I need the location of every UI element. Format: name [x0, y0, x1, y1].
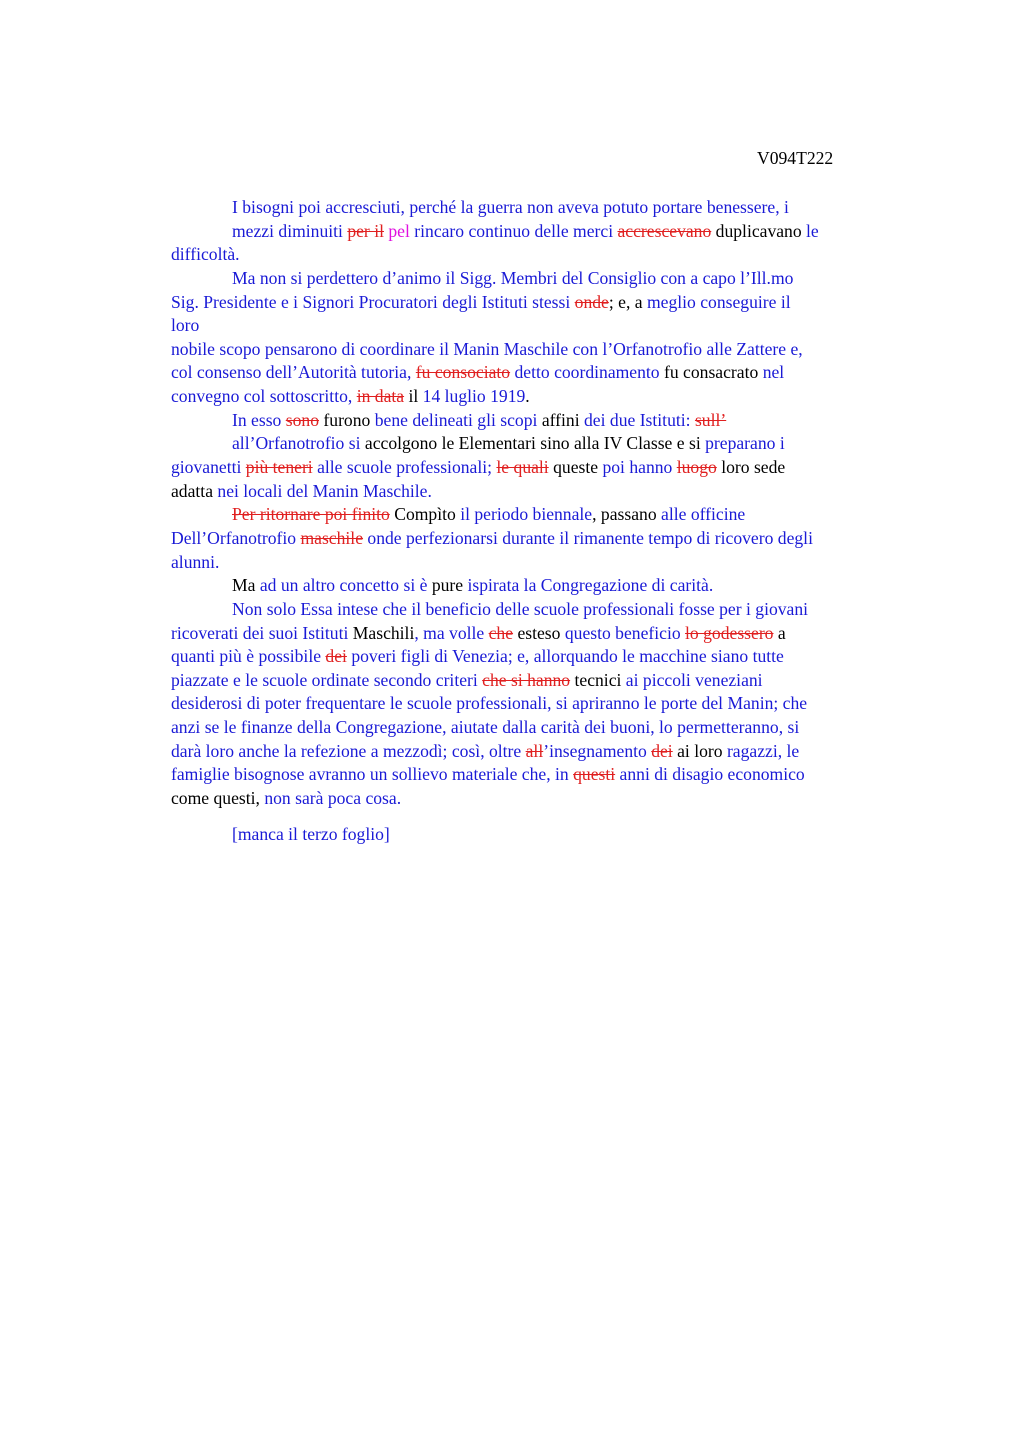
inserted-text: [manca il terzo foglio]: [232, 823, 390, 844]
text-line: [171, 823, 941, 847]
inserted-text: meglio conseguire il: [646, 291, 791, 312]
deleted-text: fu consociato: [415, 362, 511, 383]
original-text: duplicavano: [711, 220, 807, 241]
text-line: [171, 267, 941, 291]
inserted-text: desiderosi di poter frequentare le scuole professionali, si apriranno le porte del Manin; che: [171, 693, 808, 714]
inserted-text: Non solo Essa intese che il beneficio delle scuole professionali fosse per i giovani: [232, 598, 809, 619]
original-text: pure: [431, 575, 468, 596]
inserted-text: , ma volle: [414, 622, 489, 643]
text-line: [171, 220, 941, 244]
deleted-text: accrescevano: [617, 220, 712, 241]
document-id: V094T222: [757, 148, 834, 168]
inserted-text: anzi se le finanze della Congregazione, aiutate dalla carità dei buoni, lo permetteranno, si: [171, 717, 800, 738]
text-line: [171, 740, 941, 764]
inserted-text: questo beneficio: [564, 622, 686, 643]
original-text: queste: [548, 457, 603, 478]
deleted-text: luogo: [676, 457, 717, 478]
inserted-text: il periodo biennale: [460, 504, 593, 525]
inserted-text: poi hanno: [602, 457, 677, 478]
original-text: il: [404, 386, 423, 407]
inserted-text: alle scuole professionali;: [312, 457, 497, 478]
inserted-text: ’insegnamento: [543, 740, 652, 761]
deleted-text: che si hanno: [482, 669, 571, 690]
inserted-text: anni di disagio economico: [615, 764, 805, 785]
original-text: ; e, a: [608, 291, 647, 312]
text-line: [171, 551, 941, 575]
original-text: adatta: [171, 480, 218, 501]
original-text: accolgono le Elementari sino alla IV Classe e si: [364, 433, 706, 454]
inserted-text: ricoverati dei suoi Istituti: [171, 622, 353, 643]
text-line: [171, 669, 941, 693]
text-line: [171, 456, 941, 480]
inserted-text: dei due Istituti:: [584, 409, 695, 430]
text-line: [171, 598, 941, 622]
text-line: [171, 645, 941, 669]
inserted-text: Sig. Presidente e i Signori Procuratori degli Istituti stessi: [171, 291, 575, 312]
text-line: [171, 527, 941, 551]
inserted-text: nobile scopo pensarono di coordinare il Manin Maschile con l’Orfanotrofio alle Zattere e,: [171, 338, 803, 359]
original-text: come questi,: [171, 788, 265, 809]
original-text: a: [773, 622, 786, 643]
text-line: [171, 291, 941, 315]
text-line: [171, 480, 941, 504]
original-text: furono: [319, 409, 375, 430]
original-text: ai loro: [672, 740, 727, 761]
deleted-text: Per ritornare poi finito: [232, 504, 390, 525]
inserted-text: rincaro continuo delle merci: [409, 220, 618, 241]
deleted-text: per il: [347, 220, 384, 241]
inserted-text: detto coordinamento: [510, 362, 664, 383]
deleted-text: le quali: [496, 457, 549, 478]
deleted-text: onde: [574, 291, 609, 312]
text-line: [171, 196, 941, 220]
text-line: [171, 385, 941, 409]
text-line: [171, 361, 941, 385]
inserted-text: mezzi diminuiti: [232, 220, 348, 241]
inserted-text: piazzate e le scuole ordinate secondo criteri: [171, 669, 483, 690]
highlighted-text: pel: [388, 220, 410, 241]
deleted-text: più teneri: [245, 457, 313, 478]
inserted-text: Ma non si perdettero d’animo il Sigg. Membri del Consiglio con a capo l’Ill.mo: [232, 267, 794, 288]
inserted-text: le: [806, 220, 819, 241]
original-text: , passano: [592, 504, 662, 525]
text-line: [171, 503, 941, 527]
original-text: .: [525, 386, 530, 407]
deleted-text: questi: [573, 764, 616, 785]
deleted-text: dei: [651, 740, 673, 761]
inserted-text: alunni.: [171, 551, 220, 572]
deleted-text: all: [525, 740, 544, 761]
inserted-text: 14 luglio 1919: [422, 386, 526, 407]
text-line: [171, 409, 941, 433]
text-line: [171, 314, 941, 338]
text-line: [171, 763, 941, 787]
inserted-text: ai piccoli veneziani: [625, 669, 763, 690]
text-line: [171, 622, 941, 646]
original-text: tecnici: [570, 669, 626, 690]
deleted-text: lo godessero: [685, 622, 774, 643]
document-body: [171, 196, 941, 846]
inserted-text: loro: [171, 315, 200, 336]
original-text: esteso: [513, 622, 565, 643]
text-line: [171, 338, 941, 362]
inserted-text: non sarà poca cosa.: [264, 788, 402, 809]
original-text: affini: [541, 409, 584, 430]
text-line: [171, 692, 941, 716]
inserted-text: quanti più è possibile: [171, 646, 326, 667]
inserted-text: Dell’Orfanotrofio: [171, 527, 301, 548]
inserted-text: difficoltà.: [171, 244, 240, 265]
deleted-text: sono: [285, 409, 320, 430]
original-text: Maschili: [352, 622, 415, 643]
text-line: [171, 574, 941, 598]
inserted-text: ragazzi, le: [726, 740, 800, 761]
inserted-text: preparano i: [705, 433, 785, 454]
inserted-text: ispirata la Congregazione di carità.: [467, 575, 714, 596]
text-line: [171, 243, 941, 267]
original-text: loro sede: [716, 457, 786, 478]
original-text: Compìto: [389, 504, 461, 525]
text-line: [171, 716, 941, 740]
inserted-text: In esso: [232, 409, 286, 430]
inserted-text: all’Orfanotrofio si: [232, 433, 365, 454]
inserted-text: onde perfezionarsi durante il rimanente tempo di ricovero degli: [363, 527, 813, 548]
original-text: Ma: [232, 575, 260, 596]
inserted-text: convegno col sottoscritto,: [171, 386, 357, 407]
inserted-text: famiglie bisognose avranno un sollievo materiale che, in: [171, 764, 574, 785]
inserted-text: nel: [762, 362, 785, 383]
inserted-text: darà loro anche la refezione a mezzodì; così, oltre: [171, 740, 526, 761]
inserted-text: poveri figli di Venezia; e, allorquando le macchine siano tutte: [346, 646, 784, 667]
deleted-text: che: [488, 622, 514, 643]
deleted-text: dei: [325, 646, 347, 667]
original-text: fu consacrato: [664, 362, 763, 383]
inserted-text: alle officine: [661, 504, 746, 525]
inserted-text: ad un altro concetto si è: [259, 575, 432, 596]
text-line: [171, 432, 941, 456]
deleted-text: sull’: [694, 409, 727, 430]
inserted-text: bene delineati gli scopi: [374, 409, 542, 430]
deleted-text: in data: [356, 386, 405, 407]
inserted-text: I bisogni poi accresciuti, perché la guerra non aveva potuto portare benessere, i: [232, 197, 789, 217]
inserted-text: col consenso dell’Autorità tutoria,: [171, 362, 416, 383]
text-line: [171, 787, 941, 811]
deleted-text: maschile: [300, 527, 364, 548]
inserted-text: nei locali del Manin Maschile.: [217, 480, 432, 501]
inserted-text: giovanetti: [171, 457, 246, 478]
